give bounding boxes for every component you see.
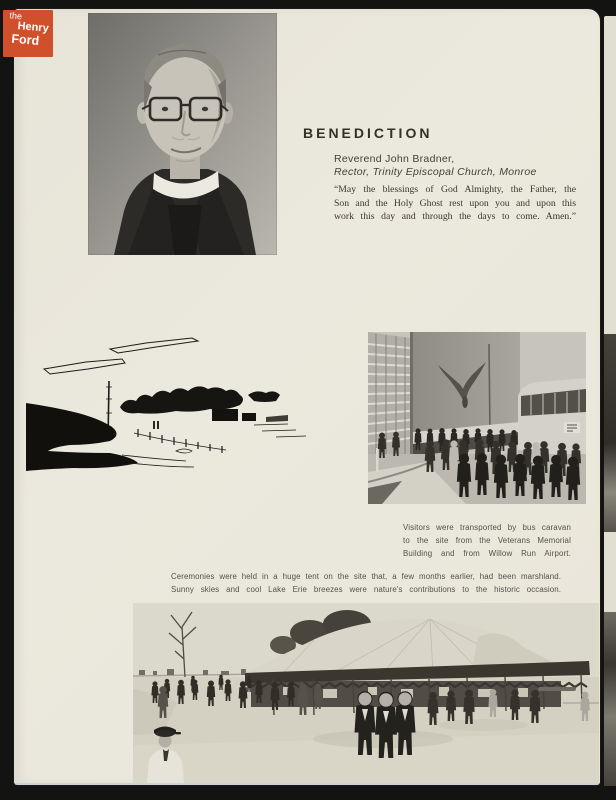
logo-word-henry: Henry <box>17 20 50 35</box>
bus-caravan-photo <box>368 332 586 504</box>
logo-word-the: the <box>9 10 23 22</box>
ceremony-paragraph <box>171 571 561 596</box>
caption-line: Building and from Willow Run Airport. <box>403 549 571 558</box>
benediction-quote <box>334 183 576 224</box>
henry-ford-logo-text <box>1 8 55 59</box>
paragraph-line: Ceremonies were held in a huge tent on the site that, a few months earlier, had been marshland. <box>171 572 561 581</box>
quote-line: work this day and through the days to come. Amen.” <box>334 211 576 222</box>
bus-photo-caption <box>403 521 571 560</box>
facing-page-photo-fragment <box>604 612 616 786</box>
portrait-photo <box>88 13 277 255</box>
quote-line: “May the blessings of God Almighty, the Father, the <box>334 184 576 195</box>
tent-ceremony-photo <box>133 603 599 783</box>
speaker-title: Rector, Trinity Episcopal Church, Monroe <box>334 166 537 178</box>
benediction-heading: BENEDICTION <box>303 125 433 141</box>
caption-line: to the site from the Veterans Memorial <box>403 536 571 545</box>
logo-word-ford: Ford <box>10 31 40 48</box>
speaker-name: Reverend John Bradner, <box>334 153 455 165</box>
speaker-block <box>334 153 537 179</box>
facing-page-photo-fragment <box>604 334 616 532</box>
paragraph-line: Sunny skies and cool Lake Erie breezes were nature's contributions to the historic occasion. <box>171 584 561 594</box>
quote-line: Son and the Holy Ghost rest upon you and upon this <box>334 197 576 209</box>
facing-page-edge <box>604 16 616 786</box>
shoreline-sketch <box>26 329 312 471</box>
henry-ford-watermark <box>3 10 53 57</box>
caption-line: Visitors were transported by bus caravan <box>403 523 571 532</box>
program-page <box>14 9 600 785</box>
